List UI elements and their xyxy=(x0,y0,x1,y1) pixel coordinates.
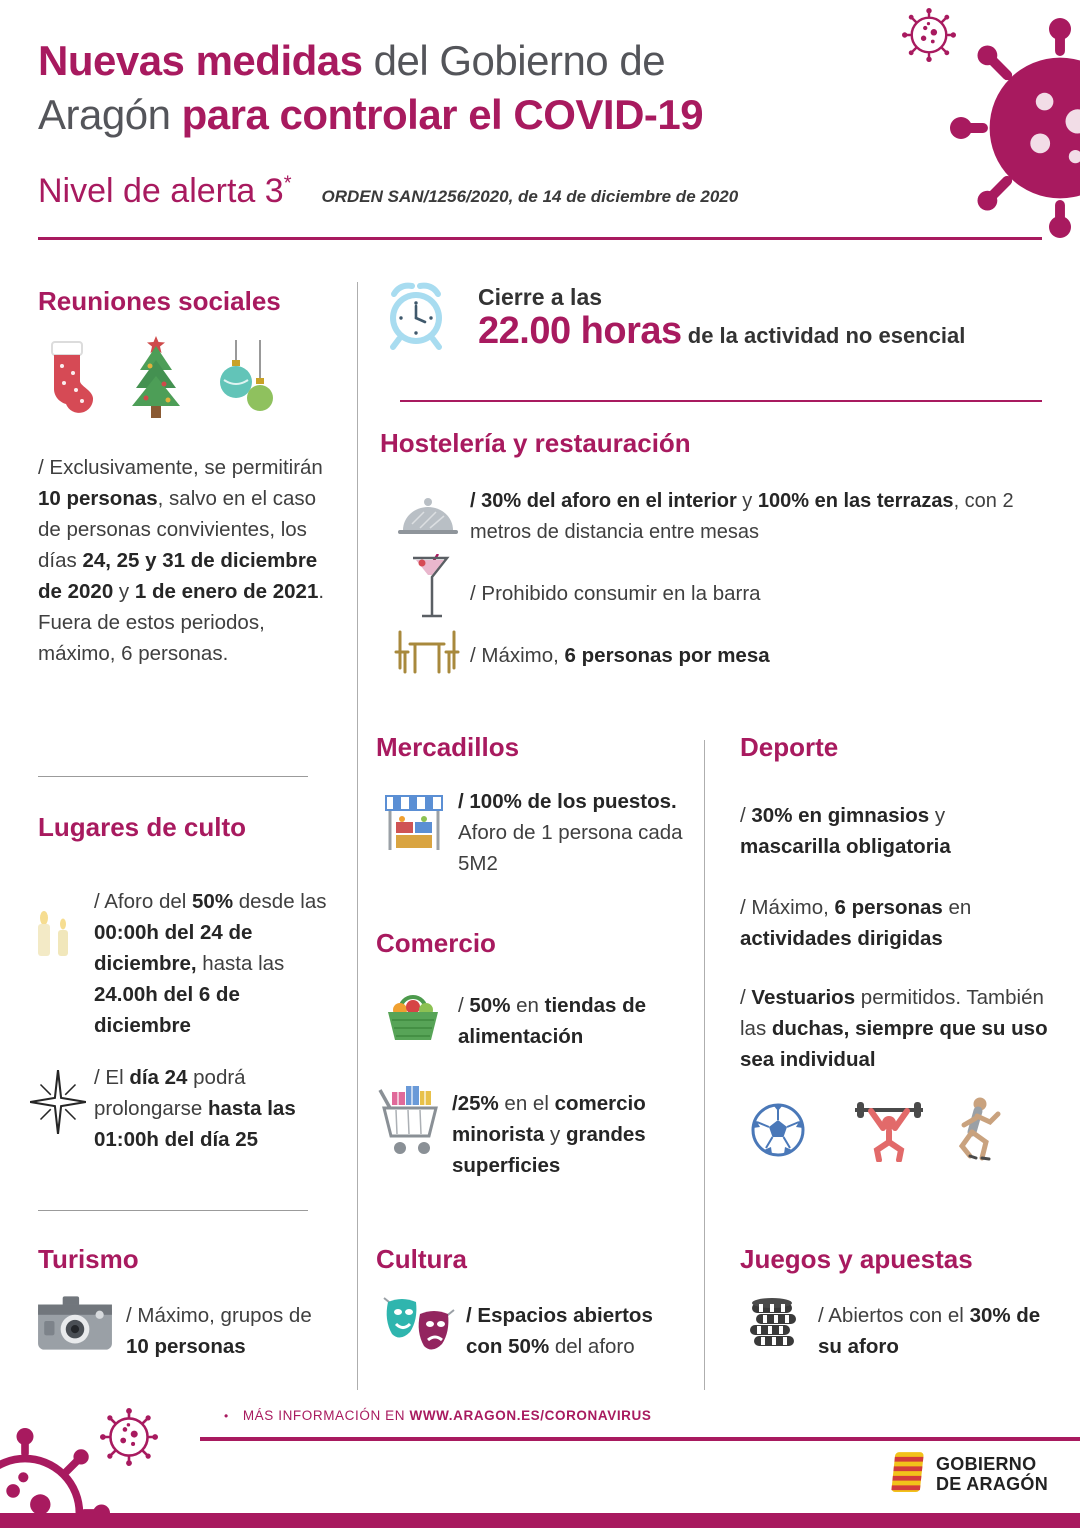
closure-divider xyxy=(400,400,1042,402)
text-run: 10 personas xyxy=(126,1335,246,1358)
table-chairs-icon xyxy=(394,628,460,676)
bottom-accent-bar xyxy=(0,1513,1080,1528)
order-reference: ORDEN SAN/1256/2020, de 14 de diciembre de 2020 xyxy=(321,187,739,206)
logo-line-2: DE ARAGÓN xyxy=(936,1474,1049,1494)
hosteleria-item-1 xyxy=(470,486,1070,548)
section-title-reuniones: Reuniones sociales xyxy=(38,286,281,316)
vertical-divider-right xyxy=(704,740,705,1390)
section-title-turismo: Turismo xyxy=(38,1244,139,1274)
text-run: del aforo xyxy=(549,1335,635,1358)
section-title-cultura: Cultura xyxy=(376,1244,467,1274)
vertical-divider-left xyxy=(357,282,358,1390)
text-run: grandes superficies xyxy=(452,1123,646,1177)
cloche-icon xyxy=(398,492,458,538)
text-run: 10 personas xyxy=(38,487,158,510)
footer-info-url: WWW.ARAGON.ES/CORONAVIRUS xyxy=(409,1408,652,1423)
section-title-juegos: Juegos y apuestas xyxy=(740,1244,973,1274)
text-run: / Máximo, grupos de xyxy=(126,1304,312,1327)
comercio-item-2 xyxy=(452,1088,697,1181)
text-run: hasta las xyxy=(196,952,285,975)
text-run: día 24 xyxy=(129,1066,188,1089)
aragon-shield-icon xyxy=(888,1450,926,1498)
section-title-mercadillos: Mercadillos xyxy=(376,732,520,762)
alert-level-text: Nivel de alerta 3 xyxy=(38,172,284,210)
text-run: / El xyxy=(94,1066,130,1089)
text-run: en xyxy=(942,896,972,919)
section-title-comercio: Comercio xyxy=(376,928,496,958)
title-accent-part-2: para controlar el COVID-19 xyxy=(181,91,704,138)
text-run: , con 2 metros de distancia entre mesas xyxy=(470,490,1014,543)
closure-scope: de la actividad no esencial xyxy=(681,323,966,348)
header-divider xyxy=(38,237,1042,240)
footer-divider xyxy=(200,1437,1080,1441)
text-run: / xyxy=(458,994,470,1017)
text-run: 6 personas por mesa xyxy=(564,644,770,667)
text-run: 6 personas xyxy=(834,896,943,919)
poker-chips-icon xyxy=(746,1290,800,1350)
text-run: 50% xyxy=(469,994,511,1017)
logo-text xyxy=(936,1454,1048,1494)
text-run: / Espacios abiertos con 50% xyxy=(466,1304,653,1358)
text-run: 00:00h del 24 de diciembre, xyxy=(94,921,253,975)
theater-masks-icon xyxy=(382,1294,456,1358)
text-run: hasta las 01:00h del día 25 xyxy=(94,1097,296,1151)
text-run: permitidos. También las xyxy=(740,986,1044,1040)
section-title-hosteleria: Hostelería y restauración xyxy=(380,428,691,458)
grocery-basket-icon xyxy=(384,986,442,1046)
text-run: en xyxy=(510,994,545,1017)
market-stall-icon xyxy=(384,792,444,856)
text-run: 50% xyxy=(192,890,234,913)
text-run: / Prohibido consumir en la barra xyxy=(470,582,761,605)
deporte-item-2 xyxy=(740,892,1045,954)
text-run: y xyxy=(113,580,135,603)
text-run: / Abiertos con el xyxy=(818,1304,970,1327)
text-run: /25% xyxy=(452,1092,499,1115)
hosteleria-item-2 xyxy=(470,578,1030,609)
culto-item-2 xyxy=(94,1062,340,1155)
text-run: actividades dirigidas xyxy=(740,927,943,950)
text-run: / Máximo, xyxy=(470,644,565,667)
text-run: / Exclusivamente, se permitirán xyxy=(38,456,323,479)
juegos-text xyxy=(818,1300,1048,1362)
footer-bullet: • xyxy=(224,1409,229,1423)
alarm-clock-icon xyxy=(382,280,450,352)
soccer-ball-icon xyxy=(750,1102,806,1158)
title-accent-part-1: Nuevas medidas xyxy=(38,37,363,84)
deporte-item-3 xyxy=(740,982,1050,1075)
camera-icon xyxy=(36,1292,114,1354)
comercio-item-1 xyxy=(458,990,688,1052)
text-run: tiendas de alimentación xyxy=(458,994,647,1048)
text-run: mascarilla obligatoria xyxy=(740,835,951,858)
christmas-tree-icon xyxy=(120,336,192,422)
weightlifting-icon xyxy=(848,1094,930,1162)
title-gray-part-1: del Gobierno de xyxy=(362,37,666,84)
text-run: 24, 25 y 31 de diciembre de 2020 xyxy=(38,549,318,603)
reuniones-text xyxy=(38,452,334,669)
closure-time: 22.00 horas xyxy=(478,310,682,352)
stocking-icon xyxy=(40,340,96,422)
text-run: 30% en gimnasios xyxy=(751,804,930,827)
gobierno-aragon-logo xyxy=(888,1450,1048,1498)
text-run: y xyxy=(929,804,946,827)
candles-icon xyxy=(28,906,86,960)
deporte-item-1 xyxy=(740,800,1045,862)
text-run: / Aforo del xyxy=(94,890,193,913)
page-title xyxy=(38,34,898,142)
text-run: 24.00h del 6 de diciembre xyxy=(94,983,240,1037)
text-run: 100% en las terrazas xyxy=(757,490,954,512)
alert-row xyxy=(38,172,738,211)
text-run: / 30% del aforo en el interior xyxy=(470,490,737,512)
text-run: en el xyxy=(498,1092,555,1115)
section-title-deporte: Deporte xyxy=(740,732,839,762)
culto-item-1 xyxy=(94,886,338,1041)
text-run: y xyxy=(544,1123,566,1146)
mercadillos-text xyxy=(458,786,683,879)
sparkle-star-icon xyxy=(26,1068,90,1136)
shopping-cart-icon xyxy=(376,1082,444,1160)
text-run: desde las xyxy=(233,890,327,913)
christmas-icons-row xyxy=(40,336,278,422)
text-run: y xyxy=(736,490,758,512)
text-run: / xyxy=(740,986,752,1009)
text-run: , salvo en el caso de personas convivientes, los días xyxy=(38,487,317,572)
baubles-icon xyxy=(216,340,278,422)
footer-info xyxy=(224,1408,651,1423)
text-run: comercio minorista xyxy=(452,1092,646,1146)
text-run: . Fuera de estos periodos, máximo, 6 personas. xyxy=(38,580,325,665)
footer-info-prefix: MÁS INFORMACIÓN EN xyxy=(242,1408,410,1423)
virus-icon xyxy=(950,18,1080,238)
text-run: / Máximo, xyxy=(740,896,835,919)
text-run: 1 de enero de 2021 xyxy=(134,580,319,603)
text-run: Vestuarios xyxy=(751,986,856,1009)
text-run: 30% de su aforo xyxy=(818,1304,1041,1358)
closure-line xyxy=(478,310,965,353)
text-run: Aforo de 1 persona cada 5M2 xyxy=(458,821,683,875)
runner-icon xyxy=(946,1094,1006,1164)
left-divider-1 xyxy=(38,776,308,777)
logo-line-1: GOBIERNO xyxy=(936,1454,1037,1474)
text-run: podrá prolongarse xyxy=(94,1066,246,1120)
text-run: / 100% de los puestos. xyxy=(458,790,677,813)
title-gray-part-2: Aragón xyxy=(38,91,182,138)
turismo-text xyxy=(126,1300,336,1362)
cocktail-icon xyxy=(410,554,452,622)
virus-icon xyxy=(902,8,956,62)
text-run: duchas, siempre que su uso sea individual xyxy=(740,1017,1048,1071)
alert-asterisk: * xyxy=(283,172,292,195)
text-run: / xyxy=(740,804,752,827)
left-divider-2 xyxy=(38,1210,308,1211)
hosteleria-item-3 xyxy=(470,640,1030,671)
cultura-text xyxy=(466,1300,691,1362)
section-title-culto: Lugares de culto xyxy=(38,812,247,842)
alert-level xyxy=(38,172,291,211)
closure-intro: Cierre a las xyxy=(478,284,603,310)
